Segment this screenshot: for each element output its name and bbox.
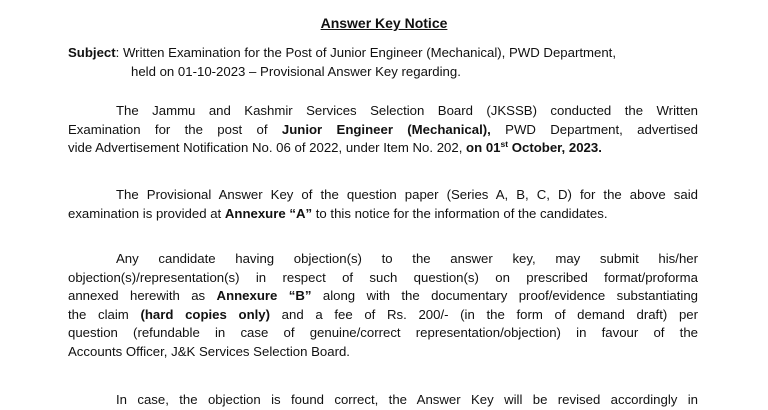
exam-date-prefix: on 01: [466, 140, 501, 156]
paragraph-objections: [68, 250, 698, 362]
para3-line-4: [68, 306, 698, 325]
para1-line-3: [68, 139, 698, 158]
notice-title: Answer Key Notice: [320, 15, 448, 31]
annexure-a: Annexure “A”: [224, 205, 313, 221]
para2-line-2c: to this notice for the information of the candidates.: [312, 205, 608, 221]
subject-block: [68, 44, 708, 81]
exam-date-suffix: October, 2023.: [508, 140, 602, 156]
paragraph-provisional-key: [68, 186, 698, 223]
para2-line-1: The Provisional Answer Key of the question paper (Series A, B, C, D) for the above said: [116, 187, 698, 202]
para2-line-2a: examination is provided at: [68, 205, 225, 221]
para3-line-3: [68, 287, 698, 306]
subject-line-1: : Written Examination for the Post of Junior Engineer (Mechanical), PWD Department,: [115, 45, 616, 60]
annexure-b: Annexure “B”: [216, 288, 312, 304]
para3-line-5: question (refundable in case of genuine/correct representation/objection) in favour of the: [68, 325, 698, 341]
para1-line-2c: PWD Department, advertised: [490, 121, 699, 137]
hard-copies-only: (hard copies only): [140, 306, 271, 322]
paragraph-exam-conducted: [68, 102, 698, 158]
exam-date: [466, 140, 602, 155]
para3-line-1: Any candidate having objection(s) to the answer key, may submit his/her: [116, 251, 698, 266]
exam-date-ordinal: st: [500, 139, 509, 150]
para1-line-2a: Examination for the post of: [68, 121, 282, 137]
para2-line-2: [68, 205, 698, 224]
para1-line-1: The Jammu and Kashmir Services Selection Board (JKSSB) conducted the Written: [116, 103, 698, 118]
para1-line-2: [68, 121, 698, 140]
para3-line-3a: annexed herewith as: [68, 288, 217, 304]
para1-line-3a: vide Advertisement Notification No. 06 of 2022, under Item No. 202,: [68, 140, 467, 156]
subject-label: Subject: [68, 45, 116, 60]
para3-line-4c: and a fee of Rs. 200/- (in the form of demand draft) per: [270, 306, 698, 322]
para3-line-4a: the claim: [68, 306, 141, 322]
paragraph-revision: [68, 391, 698, 410]
para3-line-2: objection(s)/representation(s) in respect of such question(s) on prescribed format/proforma: [68, 269, 698, 285]
subject-line-2: held on 01-10-2023 – Provisional Answer Key regarding.: [131, 63, 461, 79]
post-name: Junior Engineer (Mechanical),: [281, 121, 491, 137]
para3-line-3c: along with the documentary proof/evidence substantiating: [311, 288, 698, 304]
para4-line-1: In case, the objection is found correct, the Answer Key will be revised accordingly in: [116, 392, 698, 407]
para3-line-6: Accounts Officer, J&K Services Selection Board.: [68, 343, 350, 359]
